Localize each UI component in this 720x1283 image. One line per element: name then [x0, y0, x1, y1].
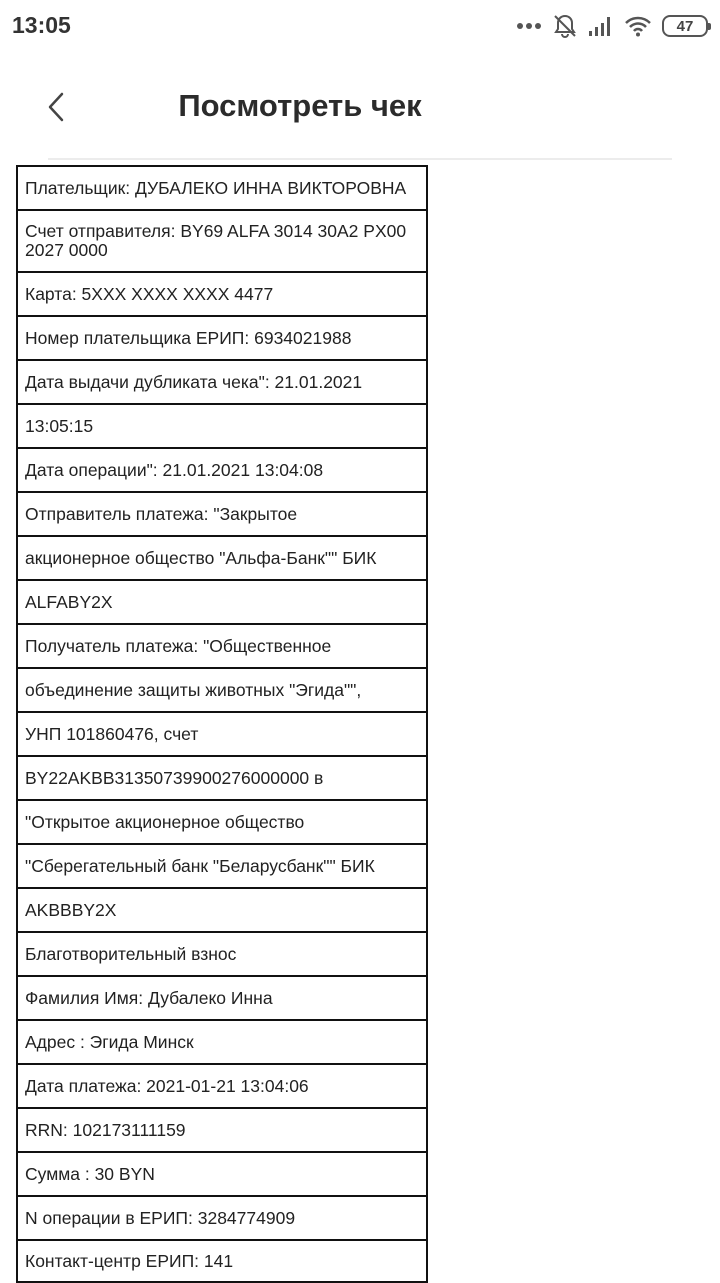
receipt-row: Отправитель платежа: "Закрытое [16, 491, 428, 535]
wifi-icon [624, 15, 652, 37]
receipt-row: Карта: 5XXX XXXX XXXX 4477 [16, 271, 428, 315]
receipt-row: N операции в ЕРИП: 3284774909 [16, 1195, 428, 1239]
header [0, 60, 720, 160]
receipt-row: BY22AKBB31350739900276000000 в [16, 755, 428, 799]
status-bar [0, 0, 720, 52]
receipt-row: Контакт-центр ЕРИП: 141 [16, 1239, 428, 1283]
muted-bell-icon [552, 13, 578, 39]
receipt-row: Получатель платежа: "Общественное [16, 623, 428, 667]
signal-icon [588, 15, 614, 37]
receipt-row: УНП 101860476, счет [16, 711, 428, 755]
receipt-row: "Сберегательный банк "Беларусбанк"" БИК [16, 843, 428, 887]
battery-icon: 47 [662, 15, 708, 37]
receipt-row: AKBBBY2X [16, 887, 428, 931]
receipt-row: Плательщик: ДУБАЛЕКО ИННА ВИКТОРОВНА [16, 165, 428, 209]
receipt-row: Счет отправителя: BY69 ALFA 3014 30A2 PX00 2027 0000 [16, 209, 428, 271]
receipt-row: Сумма : 30 BYN [16, 1151, 428, 1195]
receipt-row: Дата выдачи дубликата чека": 21.01.2021 [16, 359, 428, 403]
receipt-row: акционерное общество "Альфа-Банк"" БИК [16, 535, 428, 579]
more-dots-icon [516, 22, 542, 30]
status-time: 13:05 [12, 12, 71, 38]
receipt-row: ALFABY2X [16, 579, 428, 623]
receipt-table [16, 165, 428, 1283]
receipt-row: Адрес : Эгида Минск [16, 1019, 428, 1063]
status-icons [516, 12, 708, 40]
receipt-row: 13:05:15 [16, 403, 428, 447]
page-title: Посмотреть чек [178, 88, 422, 123]
receipt-row: объединение защиты животных "Эгида"", [16, 667, 428, 711]
receipt-row: Дата операции": 21.01.2021 13:04:08 [16, 447, 428, 491]
receipt-row: Фамилия Имя: Дубалеко Инна [16, 975, 428, 1019]
receipt-row: RRN: 102173111159 [16, 1107, 428, 1151]
receipt-row: Дата платежа: 2021-01-21 13:04:06 [16, 1063, 428, 1107]
receipt-row: "Открытое акционерное общество [16, 799, 428, 843]
receipt-row: Благотворительный взнос [16, 931, 428, 975]
receipt-row: Номер плательщика ЕРИП: 6934021988 [16, 315, 428, 359]
header-divider [48, 158, 672, 160]
